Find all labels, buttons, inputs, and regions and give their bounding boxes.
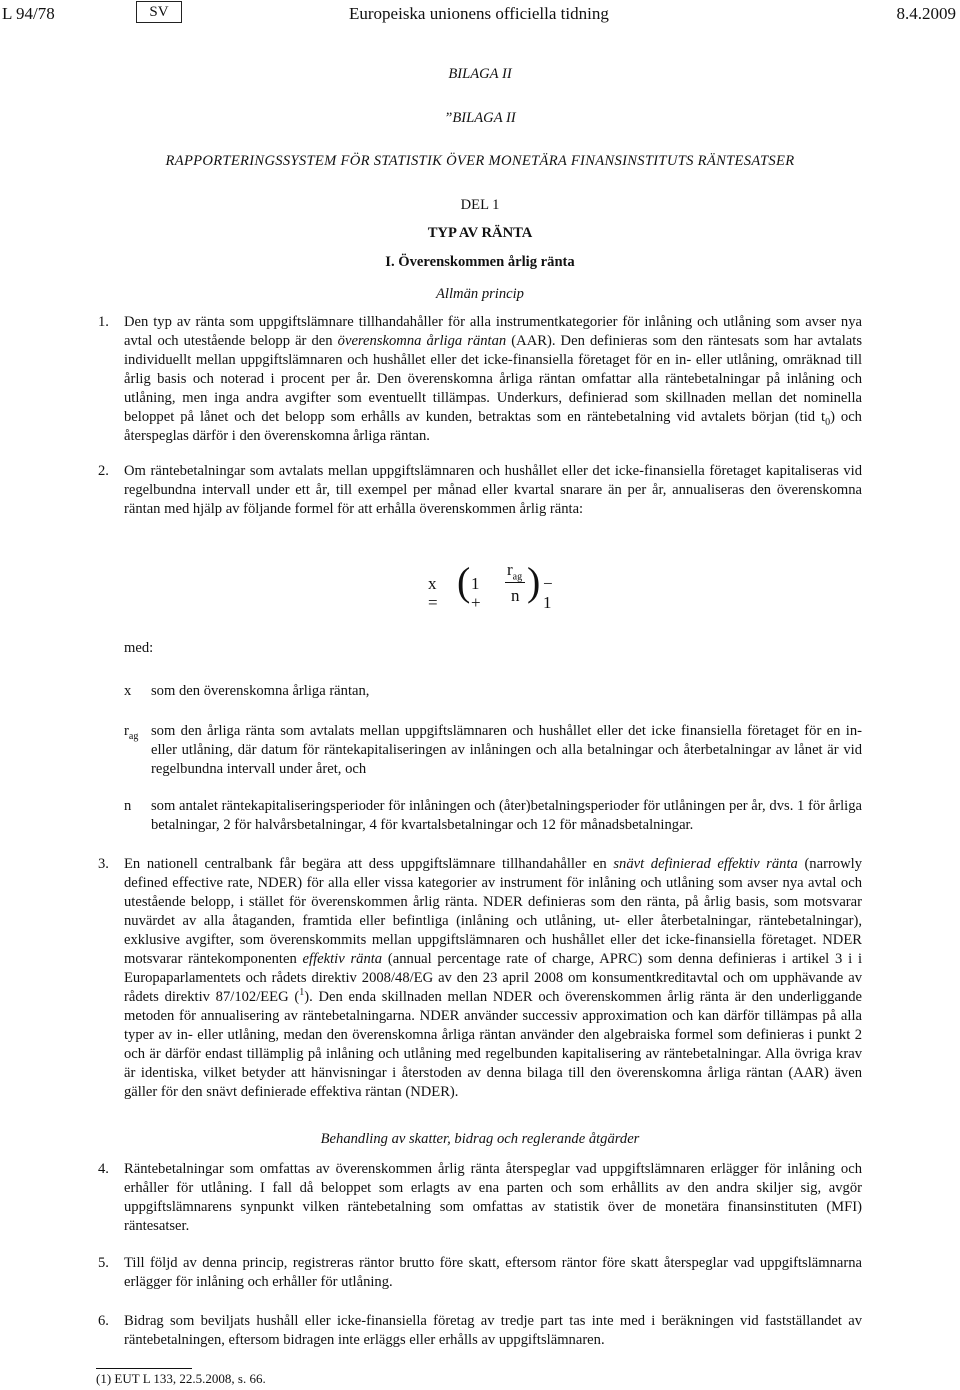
paragraph-6: Bidrag som beviljats hushåll eller icke-finansiella företag av tredje part tas inte med i beräkningen vid fastställandet av räntebetalningen, eftersom bidragen inte erläggs eller erhålls av uppgiftslämnaren. xyxy=(124,1313,862,1348)
paragraph-number: 1. xyxy=(98,314,109,330)
journal-title: Europeiska unionens officiella tidning xyxy=(349,4,609,23)
annex-title: BILAGA II xyxy=(448,66,512,82)
language-badge: SV xyxy=(136,1,182,23)
general-principle-heading: Allmän princip xyxy=(436,286,524,302)
formula-lhs: x = xyxy=(428,574,438,612)
paragraph-1: Den typ av ränta som uppgiftslämnare tillhandahåller för alla instrumentkategorier för inlåning och utlåning som avser nya avtal och utestående belopp är den överenskomna årliga räntan (AAR). Den definieras som den räntesats som har avtalats individuellt mellan uppgiftslämnaren och hushållet eller det icke-finansiella företaget för en in- eller utlåning, omräknad till årlig basis och noterad i procent per år. Den överenskomna årliga räntan omfattar alla räntebetalningar på inlåning och utlåning, men inga andra avgifter som eventuellt tillämpas. Underkurs, definierad som skillnaden mellan det nominella beloppet på lånet och det belopp som erhålls av kunden, betraktas som en räntebetalning vid avtalets början (tid $t_0$) och återspeglas därför i den överenskomna årliga räntan. xyxy=(124,314,862,444)
main-title: RAPPORTERINGSSYSTEM FÖR STATISTIK ÖVER MONETÄRA FINANSINSTITUTS RÄNTESATSER xyxy=(165,153,795,169)
formula-one-plus: 1 + xyxy=(471,574,481,612)
footnote xyxy=(96,1371,266,1387)
fraction-bar xyxy=(505,582,525,583)
paragraph-4: Räntebetalningar som omfattas av överenskommen årlig ränta återspeglar vad uppgiftslämnaren erlägger för inlåning och erhåller för utlåning. I fall då beloppet som erlagts av ena parten och som erhållits av den andra skiljer sig, avgör uppgiftslämnarens synpunkt vilken räntebetalning som omfattas av statistik över de monetära finansinstituten (MFI) räntesatser. xyxy=(124,1161,862,1234)
part-label: DEL 1 xyxy=(460,197,500,213)
page-number: L 94/78 xyxy=(2,4,55,23)
annex-title-quoted: ”BILAGA II xyxy=(444,110,516,126)
formula-open-paren: ( xyxy=(457,559,471,604)
paragraph-number: 4. xyxy=(98,1161,109,1177)
footnote-text: EUT L 133, 22.5.2008, s. 66. xyxy=(111,1371,266,1386)
footnote-mark: (1) xyxy=(96,1371,112,1386)
definition-symbol: $r_{ag}$ xyxy=(124,723,139,742)
part-subtitle: TYP AV RÄNTA xyxy=(427,225,533,241)
footnote-divider xyxy=(96,1368,192,1369)
formula-tail: − 1 xyxy=(543,574,553,612)
paragraph-2: Om räntebetalningar som avtalats mellan uppgiftslämnaren och hushållet eller det icke-finansiella företaget kapitaliseras vid regelbundna intervall under ett år, till exempel per månad eller kvartal snarare än per år, annualiseras den överenskomna räntan med hjälp av följande formel för att erhålla överenskommen årlig ränta: xyxy=(124,463,862,517)
paragraph-number: 5. xyxy=(98,1255,109,1271)
definition-symbol: x xyxy=(124,683,132,699)
publication-date: 8.4.2009 xyxy=(896,4,956,23)
paragraph-number: 2. xyxy=(98,463,109,479)
formula-denominator: n xyxy=(511,586,520,605)
definition-symbol: n xyxy=(124,798,132,814)
paragraph-number: 6. xyxy=(98,1313,109,1329)
definition-text: som den årliga ränta som avtalats mellan uppgiftslämnaren och hushållet eller det icke finansiella företaget för en in- eller utlåning, där datum för räntekapitaliseringen av inlåningen och alla betalningar och återbetalningar av lånet är vid regelbundna intervall under året, och xyxy=(151,723,862,777)
formula-close-paren: ) xyxy=(527,559,541,604)
med-label: med: xyxy=(124,640,154,656)
paragraph-3: En nationell centralbank får begära att dess uppgiftslämnare tillhandahåller en snävt definierad effektiv ränta (narrowly defined effective rate, NDER) för alla eller vissa kategorier av instrument för inlåning och utlåning som avser nya avtal och utestående belopp, i stället för överenskommen årlig ränta. NDER definieras som den ränta, på årlig basis, som motsvarar nuvärdet av alla åtaganden, framtida eller befintliga (inlåning och utlåning, ut- eller återbetalningar, räntebetalningar), exklusive avgifter, som överenskommits mellan uppgiftslämnaren och hushållet eller det icke-finansiella företaget. NDER motsvarar räntekomponenten effektiv ränta (annual percentage rate of charge, APRC) som denna definieras i artikel 3 i i Europaparlamentets och rådets direktiv 2008/48/EG av den 23 april 2008 om konsumentkreditavtal och om upphävande av rådets direktiv 87/102/EEG ($^1$). Den enda skillnaden mellan NDER och överenskommen årlig ränta är den underliggande metoden för annualisering av räntebetalningarna. NDER använder successiv approximation och kan därför tillämpas på alla typer av in- eller utlåning, medan den överenskomna årliga räntan använder den algebraiska formel som definieras i punkt 2 och är därför endast tillämplig på inlåning och utlåning med regelbunden kapitalisering av räntebetalningar. Alla övriga krav är identiska, vilket betyder att hänvisningar i återstoden av denna bilaga till den överenskomna årliga räntan (AAR) även gäller för den snävt definierade effektiva räntan (NDER). xyxy=(124,856,862,1100)
paragraph-number: 3. xyxy=(98,856,109,872)
section-heading: I. Överenskommen årlig ränta xyxy=(385,254,575,270)
page-header xyxy=(0,0,960,28)
formula-numerator: $r_{ag}$ xyxy=(507,560,523,583)
definition-text: som den överenskomna årliga räntan, xyxy=(151,683,370,699)
paragraph-5: Till följd av denna princip, registreras räntor brutto före skatt, eftersom räntor före skatt återspeglar vad uppgiftslämnarna erlägger för inlåning och erhåller för utlåning. xyxy=(124,1255,862,1290)
definition-text: som antalet räntekapitaliseringsperioder för inlåningen och (åter)betalningsperioder för utlåningen per år, dvs. 1 för årliga betalningar, 2 för halvårsbetalningar, 4 för kvartalsbetalningar och 12 för månadsbetalningar. xyxy=(151,798,862,833)
tax-heading: Behandling av skatter, bidrag och reglerande åtgärder xyxy=(320,1131,640,1147)
